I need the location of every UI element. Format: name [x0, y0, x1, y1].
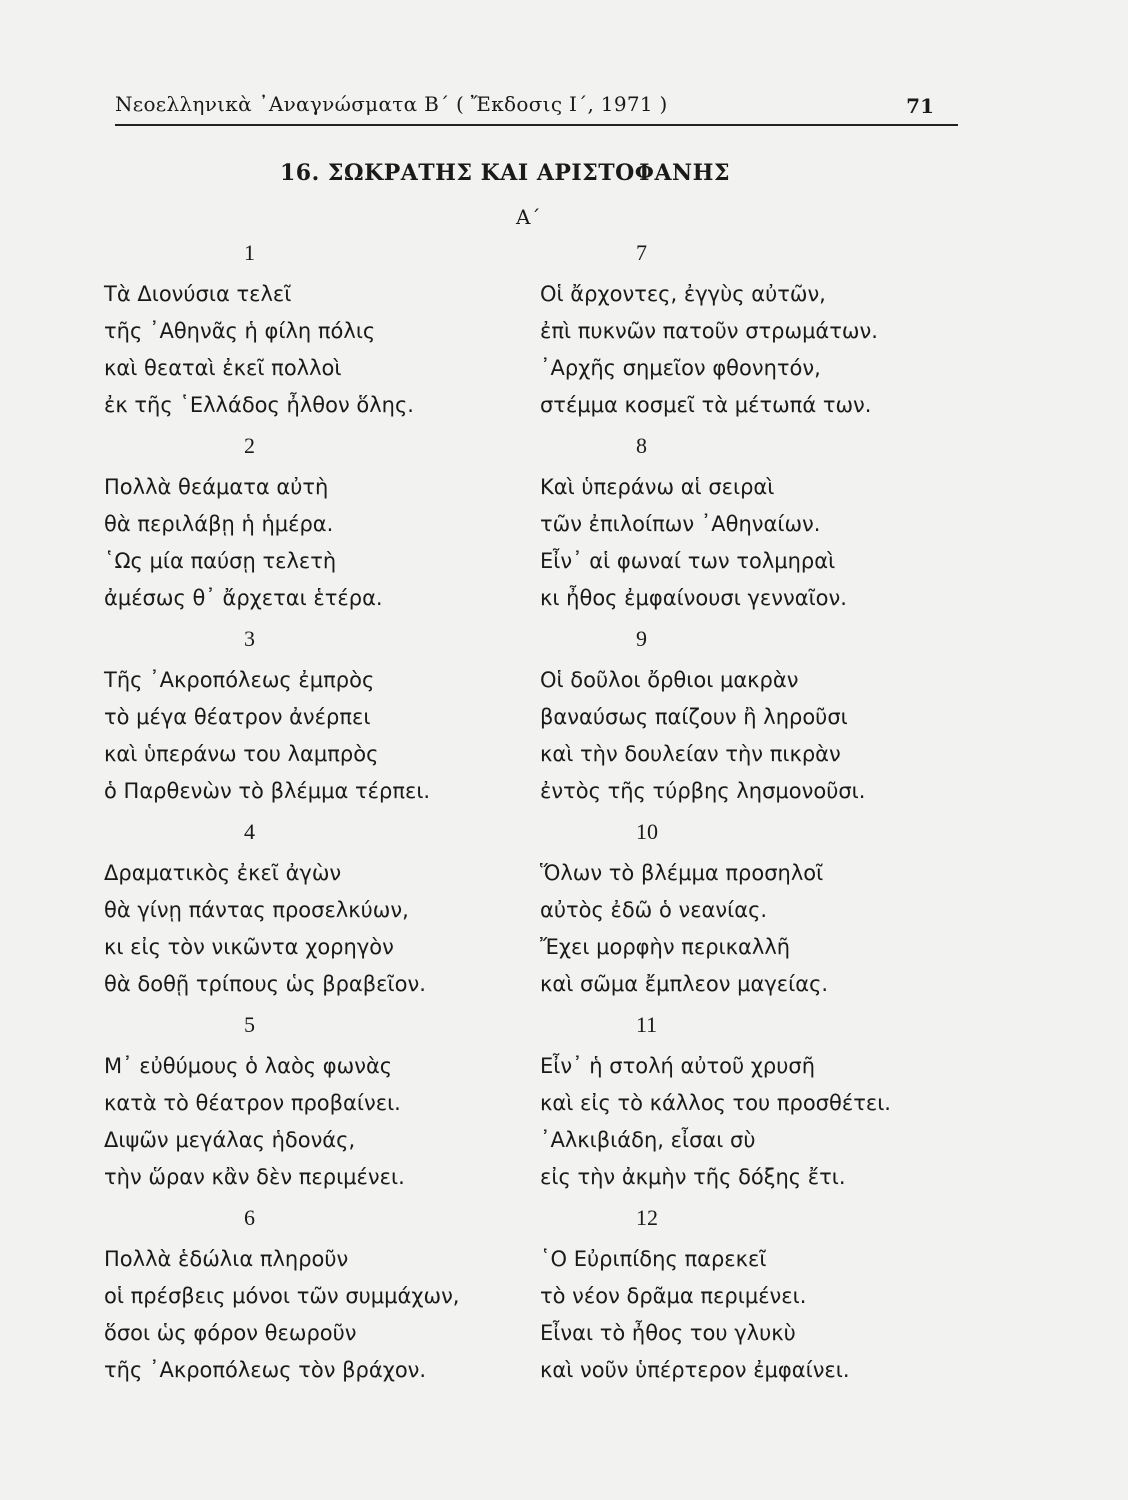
- stanza-number: 9: [636, 626, 647, 651]
- verse-line: στέμμα κοσμεῖ τὰ μέτωπά των.: [540, 393, 872, 417]
- stanza-number: 6: [244, 1205, 255, 1230]
- verse-line: καὶ θεαταὶ ἐκεῖ πολλοὶ: [104, 356, 342, 380]
- verse-line: Διψῶν μεγάλας ἡδονάς,: [104, 1128, 356, 1152]
- verse-line: Μ᾿ εὐθύμους ὁ λαὸς φωνὰς: [104, 1054, 393, 1078]
- verse-line: τῆς ᾿Ακροπόλεως τὸν βράχον.: [104, 1358, 427, 1382]
- verse-line: εἰς τὴν ἀκμὴν τῆς δόξης ἔτι.: [540, 1165, 846, 1189]
- verse-line: ἐπὶ πυκνῶν πατοῦν στρωμάτων.: [540, 319, 878, 343]
- verse-line: αὐτὸς ἐδῶ ὁ νεανίας.: [540, 898, 768, 922]
- verse-line: Ἔχει μορφὴν περικαλλῆ: [540, 935, 791, 959]
- verse-line: Τῆς ᾿Ακροπόλεως ἐμπρὸς: [104, 668, 375, 692]
- stanza-number: 3: [244, 626, 255, 651]
- stanza-number: 8: [636, 433, 647, 458]
- verse-line: καὶ εἰς τὸ κάλλος του προσθέτει.: [540, 1091, 891, 1115]
- stanza-number: 11: [636, 1012, 658, 1037]
- stanza: [540, 626, 940, 819]
- stanza: [104, 240, 504, 433]
- verse-line: Ὅλων τὸ βλέμμα προσηλοῖ: [540, 861, 824, 885]
- verse-line: ῾Ως μία παύσῃ τελετὴ: [104, 549, 337, 573]
- stanza: [540, 1012, 940, 1205]
- stanza-number: 4: [244, 819, 255, 844]
- verse-line: Οἱ δοῦλοι ὄρθιοι μακρὰν: [540, 668, 799, 692]
- verse-line: ἀμέσως θ᾿ ἄρχεται ἑτέρα.: [104, 586, 383, 610]
- page-header: [115, 84, 958, 126]
- verse-line: Δραματικὸς ἐκεῖ ἀγὼν: [104, 861, 342, 885]
- verse-line: τῶν ἐπιλοίπων ᾿Αθηναίων.: [540, 512, 821, 536]
- verse-line: Τὰ Διονύσια τελεῖ: [104, 282, 292, 306]
- stanza-number: 5: [244, 1012, 255, 1037]
- verse-line: τὴν ὥραν κἂν δὲν περιμένει.: [104, 1165, 405, 1189]
- stanza: [540, 819, 940, 1012]
- verse-line: θὰ γίνῃ πάντας προσελκύων,: [104, 898, 409, 922]
- verse-line: Εἶν᾿ αἱ φωναί των τολμηραὶ: [540, 549, 836, 573]
- verse-line: καὶ ὑπεράνω του λαμπρὸς: [104, 742, 379, 766]
- running-head: Νεοελληνικὰ ᾿Αναγνώσματα Β΄ ( Ἔκδοσις Ι΄, 1971 ): [115, 92, 668, 116]
- verse-line: Εἶν᾿ ἡ στολή αὐτοῦ χρυσῆ: [540, 1054, 816, 1078]
- stanza-number: 7: [636, 240, 647, 265]
- stanza: [104, 1012, 504, 1205]
- stanza-number: 10: [636, 819, 658, 844]
- stanza: [104, 626, 504, 819]
- verse-line: ἐκ τῆς ῾Ελλάδος ἦλθον ὅλης.: [104, 393, 414, 417]
- stanza: [540, 1205, 940, 1398]
- verse-line: ᾿Αλκιβιάδη, εἶσαι σὺ: [540, 1128, 756, 1152]
- verse-line: βαναύσως παίζουν ἢ ληροῦσι: [540, 705, 848, 729]
- verse-line: Πολλὰ ἑδώλια πληροῦν: [104, 1247, 349, 1271]
- verse-line: ὅσοι ὡς φόρον θεωροῦν: [104, 1321, 357, 1345]
- poem-title: 16. ΣΩΚΡΑΤΗΣ ΚΑΙ ΑΡΙΣΤΟΦΑΝΗΣ: [280, 160, 730, 186]
- stanza: [540, 433, 940, 626]
- verse-line: ὁ Παρθενὼν τὸ βλέμμα τέρπει.: [104, 779, 431, 803]
- verse-line: καὶ νοῦν ὑπέρτερον ἐμφαίνει.: [540, 1358, 850, 1382]
- verse-line: οἱ πρέσβεις μόνοι τῶν συμμάχων,: [104, 1284, 460, 1308]
- verse-line: Εἶναι τὸ ἦθος του γλυκὺ: [540, 1321, 796, 1345]
- verse-line: κατὰ τὸ θέατρον προβαίνει.: [104, 1091, 401, 1115]
- verse-line: τῆς ᾿Αθηνᾶς ἡ φίλη πόλις: [104, 319, 376, 343]
- stanza-number: 12: [636, 1205, 658, 1230]
- stanza: [104, 1205, 504, 1398]
- section-marker: Α΄: [516, 205, 541, 229]
- verse-line: κι ἦθος ἐμφαίνουσι γενναῖον.: [540, 586, 847, 610]
- stanza: [540, 240, 940, 433]
- stanza: [104, 819, 504, 1012]
- verse-line: ῾Ο Εὐριπίδης παρεκεῖ: [540, 1247, 767, 1271]
- left-column: [104, 240, 504, 1398]
- stanza: [104, 433, 504, 626]
- verse-line: καὶ σῶμα ἔμπλεον μαγείας.: [540, 972, 829, 996]
- verse-line: θὰ περιλάβῃ ἡ ἡμέρα.: [104, 512, 334, 536]
- verse-line: τὸ μέγα θέατρον ἀνέρπει: [104, 705, 371, 729]
- verse-line: Καὶ ὑπεράνω αἱ σειραὶ: [540, 475, 775, 499]
- verse-line: Οἱ ἄρχοντες, ἐγγὺς αὐτῶν,: [540, 282, 826, 306]
- verse-line: κι εἰς τὸν νικῶντα χορηγὸν: [104, 935, 394, 959]
- verse-line: καὶ τὴν δουλείαν τὴν πικρὰν: [540, 742, 841, 766]
- verse-line: ἐντὸς τῆς τύρβης λησμονοῦσι.: [540, 779, 866, 803]
- right-column: [540, 240, 940, 1398]
- page-number: 71: [906, 94, 934, 118]
- stanza-number: 2: [244, 433, 255, 458]
- verse-line: τὸ νέον δρᾶμα περιμένει.: [540, 1284, 807, 1308]
- stanza-number: 1: [244, 240, 255, 265]
- verse-line: θὰ δοθῇ τρίπους ὡς βραβεῖον.: [104, 972, 426, 996]
- verse-line: ᾿Αρχῆς σημεῖον φθονητόν,: [540, 356, 821, 380]
- verse-line: Πολλὰ θεάματα αὐτὴ: [104, 475, 329, 499]
